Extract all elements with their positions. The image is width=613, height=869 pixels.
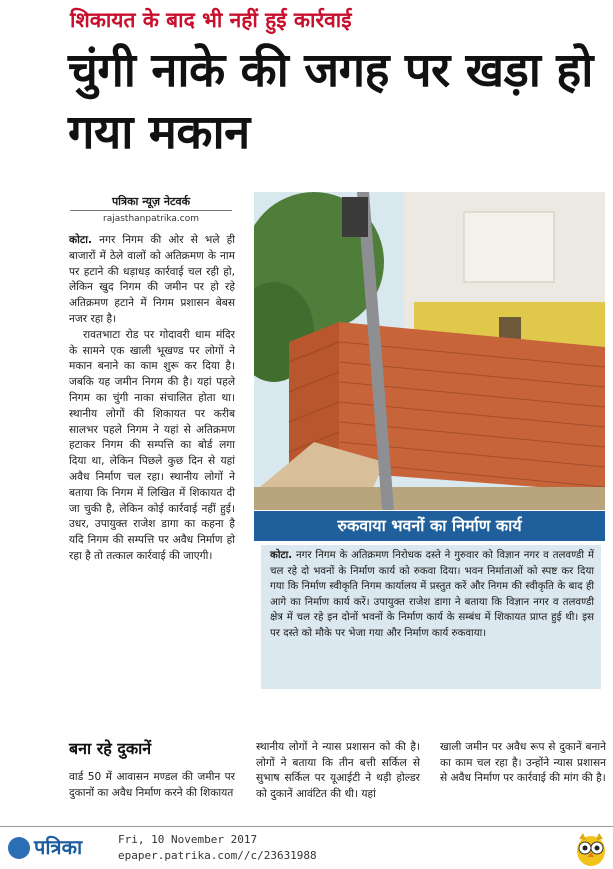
paragraph-2: रावतभाटा रोड पर गोदावरी धाम मंदिर के सामने एक खाली भूखण्ड पर लोगों ने मकान बनाने का काम शुरू कर दिया है। जबकि यह जमीन निगम की है। यहां पहले निगम का चुंगी नाका संचालित होता था। स्थानीय लोगों की शिकायत पर करीब सालभर पहले निगम ने यहां से अतिक्रमण हटाकर निगम की सम्पत्ति का बोर्ड लगा दिया था, लेकिन पिछले कुछ दिन से यहां अवैध निर्माण चल रहा। स्थानीय लोगों ने बताया कि निगम में लिखित में शिकायत दी जा चुकी है, लेकिन कोई कार्रवाई नहीं हुई। उधर, उपायुक्त राजेश डागा का कहना है यदि निगम की सम्पत्ति पर अवैध निर्माण हो रहा है तो तत्काल कार्रवाई की जाएगी। xyxy=(69,328,235,562)
construction-photo-illustration xyxy=(254,192,605,510)
byline: पत्रिका न्यूज़ नेटवर्क xyxy=(70,194,232,211)
patrika-logo-text: पत्रिका xyxy=(34,835,83,859)
footer-url[interactable]: epaper.patrika.com//c/23631988 xyxy=(118,849,317,862)
paragraph-1 xyxy=(69,233,235,328)
photo-caption-text xyxy=(270,548,594,642)
footer-date: Fri, 10 November 2017 xyxy=(118,833,258,846)
kicker-headline: शिकायत के बाद भी नहीं हुई कार्रवाई xyxy=(70,8,352,32)
caption-dateline: कोटा. xyxy=(270,550,293,561)
subheading: बना रहे दुकानें xyxy=(69,739,152,758)
caption-body: नगर निगम के अतिक्रमण निरोधक दस्ते ने गुरुवार को विज्ञान नगर व तलवण्डी में चल रहे दो भवनों के निर्माण कार्य को रुकवा दिया। भवन निर्माताओं को स्पष्ट कर दिया गया कि निर्माण स्वीकृति निगम कार्यालय में प्रस्तुत करें और निगम की स्वीकृति के बाद ही आगे का निर्माण कार्य करें। उपायुक्त राजेश डागा ने बताया कि विज्ञान नगर व तलवण्डी क्षेत्र में चल रहे इन दोनों भवनों के निर्माण कार्य के सम्बंध में शिकायत प्राप्त हुई थी। इस पर दस्ते को मौके पर भेजा गया और निर्माण कार्य रुकवाया। xyxy=(270,550,594,639)
paragraph-1-text: नगर निगम की ओर से भले ही बाजारों में ठेले वालों को अतिक्रमण के नाम पर हटाने की धड़ाधड़ कार्रवाई चल रही हो, लेकिन खुद निगम की जमीन पर हो रहे अतिक्रमण हटाने में निगम प्रशासन बेबस नजर रहा है। xyxy=(69,234,236,325)
news-photo xyxy=(254,192,605,510)
column-2-bottom-text: स्थानीय लोगों ने न्यास प्रशासन को की है। लोगों ने बताया कि तीन बत्ती सर्किल से सुभाष सर्किल पर यूआईटी ने थड़ी होल्डर को दुकानें आवंटित की थी। यहां xyxy=(256,741,420,800)
article-body xyxy=(69,233,235,565)
main-headline: चुंगी नाके की जगह पर खड़ा हो गया मकान xyxy=(68,43,593,160)
column-3-bottom-text: खाली जमीन पर अवैध रूप से दुकानें बनाने का काम चल रहा है। उन्होंने न्यास प्रशासन से अवैध निर्माण पर कार्रवाई की मांग की है। xyxy=(440,741,606,785)
patrika-logo-icon xyxy=(8,837,30,859)
photo-caption-title: रुकवाया भवनों का निर्माण कार्य xyxy=(254,511,605,541)
owl-mascot-icon xyxy=(574,831,608,867)
dateline: कोटा. xyxy=(69,234,92,246)
footer-divider xyxy=(0,826,613,827)
column-1-bottom-text: वार्ड 50 में आवासन मण्डल की जमीन पर दुकानों का अवैध निर्माण करने की शिकायत xyxy=(69,771,235,799)
byline-url: rajasthanpatrika.com xyxy=(103,214,199,224)
